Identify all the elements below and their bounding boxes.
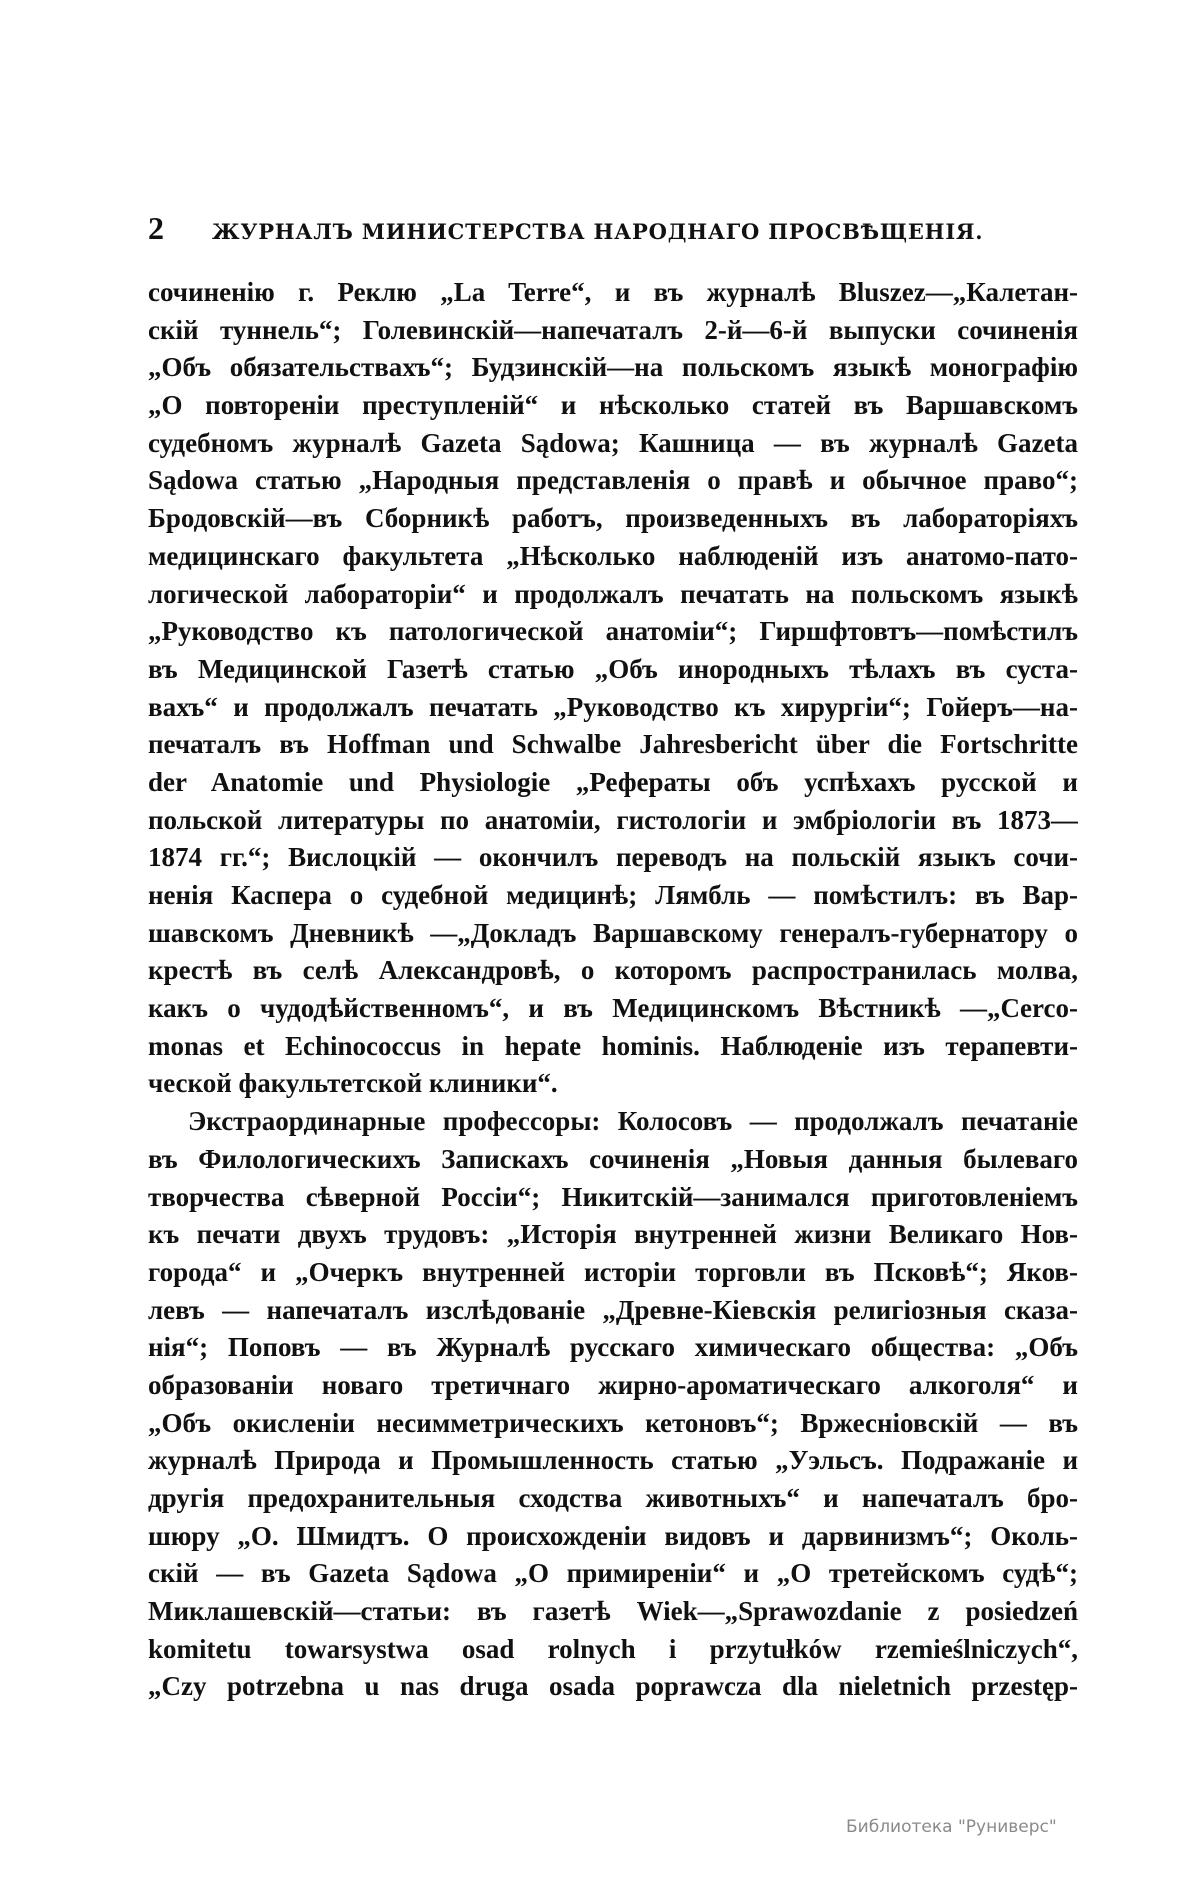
text-line: „Czy potrzebna u nas druga osada poprawcza dla nieletnich przestęp- (148, 1671, 1078, 1702)
text-line: вахъ“ и продолжалъ печатать „Руководство къ хирургіи“; Гойеръ—на- (148, 691, 1078, 722)
text-line: шавскомъ Дневникѣ —„Докладъ Варшавскому генералъ-губернатору о (148, 917, 1078, 948)
text-line: сочиненію г. Реклю „La Terre“, и въ журналѣ Bluszez—„Калетан- (148, 277, 1078, 307)
text-line: логической лабораторіи“ и продолжалъ печатать на польскомъ языкѣ (148, 578, 1078, 609)
text-line: „Руководство къ патологической анатоміи“; Гиршфтовтъ—помѣстилъ (148, 616, 1078, 647)
text-line: „Объ окисленіи несимметрическихъ кетоновъ“; Вржесніовскій — въ (148, 1407, 1078, 1438)
library-watermark: Библиотека "Руниверс" (846, 1817, 1057, 1837)
text-line: Бродовскій—въ Сборникѣ работъ, произведенныхъ въ лабораторіяхъ (148, 503, 1078, 534)
text-line: польской литературы по анатоміи, гистологіи и эмбріологіи въ 1873— (148, 804, 1078, 835)
text-line: судебномъ журналѣ Gazeta Sądowa; Кашница — въ журналѣ Gazeta (148, 427, 1078, 458)
paragraph-last-line: ческой факультетской клиники“. (148, 1068, 558, 1099)
text-line: творчества сѣверной Россіи“; Никитскій—занимался приготовленіемъ (148, 1181, 1078, 1212)
text-line: Миклашевскій—статьи: въ газетѣ Wiek—„Sprawozdanie z posiedzeń (148, 1596, 1078, 1627)
paragraph-first-line: Экстраординарные профессоры: Колосовъ — продолжалъ печатаніе (188, 1106, 1078, 1137)
text-line: въ Медицинской Газетѣ статью „Объ инородныхъ тѣлахъ въ суста- (148, 653, 1078, 684)
running-title: ЖУРНАЛЪ МИНИСТЕРСТВА НАРОДНАГО ПРОСВѢЩЕНІЯ. (212, 219, 984, 244)
text-line: скій туннель“; Голевинскій—напечаталъ 2-й—6-й выпуски сочиненія (148, 314, 1078, 345)
text-line: 1874 гг.“; Вислоцкій — окончилъ переводъ на польскій языкъ сочи- (148, 842, 1078, 873)
text-line: города“ и „Очеркъ внутренней исторіи торговли въ Псковѣ“; Яков- (148, 1256, 1078, 1287)
text-line: monas et Echinococcus in hepate hominis. Наблюденіе изъ терапевти- (148, 1030, 1078, 1061)
page-number: 2 (148, 210, 164, 246)
text-line: скій — въ Gazeta Sądowa „О примиреніи“ и „О третейскомъ судѣ“; (148, 1558, 1078, 1589)
text-line: къ печати двухъ трудовъ: „Исторія внутренней жизни Великаго Нов- (148, 1219, 1078, 1250)
text-line: „О повтореніи преступленій“ и нѣсколько статей въ Варшавскомъ (148, 390, 1078, 421)
page-header (148, 210, 1078, 250)
text-line: der Anatomie und Physiologie „Рефераты объ успѣхахъ русской и (148, 766, 1078, 797)
text-line: нія“; Поповъ — въ Журналѣ русскаго химическаго общества: „Объ (148, 1332, 1078, 1363)
text-line: левъ — напечаталъ изслѣдованіе „Древне-Кіевскія религіозныя сказа- (148, 1294, 1078, 1325)
text-line: образованіи новаго третичнаго жирно-ароматическаго алкоголя“ и (148, 1369, 1078, 1400)
text-line: журналѣ Природа и Промышленность статью „Уэльсъ. Подражаніе и (148, 1445, 1078, 1476)
text-line: „Объ обязательствахъ“; Будзинскій—на польскомъ языкѣ монографію (148, 352, 1078, 383)
text-line: komitetu towarsystwa osad rolnych i przytułków rzemieślniczych“, (148, 1633, 1078, 1664)
text-line: печаталъ въ Hoffman und Schwalbe Jahresbericht über die Fortschritte (148, 729, 1078, 760)
text-line: Sądowa статью „Народныя представленія о правѣ и обычное право“; (148, 465, 1078, 496)
text-line: ненія Каспера о судебной медицинѣ; Лямбль — помѣстилъ: въ Вар- (148, 880, 1078, 910)
body-text (148, 274, 1078, 1706)
text-line: въ Филологическихъ Запискахъ сочиненія „Новыя данныя былеваго (148, 1143, 1078, 1174)
text-line: какъ о чудодѣйственномъ“, и въ Медицинскомъ Вѣстникѣ —„Cerco- (148, 993, 1078, 1024)
text-line: другія предохранительныя сходства животныхъ“ и напечаталъ бро- (148, 1483, 1078, 1513)
text-line: крестѣ въ селѣ Александровѣ, о которомъ распространилась молва, (148, 955, 1078, 986)
text-line: медицинскаго факультета „Нѣсколько наблюденій изъ анатомо-пато- (148, 540, 1078, 571)
text-line: шюру „О. Шмидтъ. О происхожденіи видовъ и дарвинизмъ“; Околь- (148, 1520, 1078, 1551)
